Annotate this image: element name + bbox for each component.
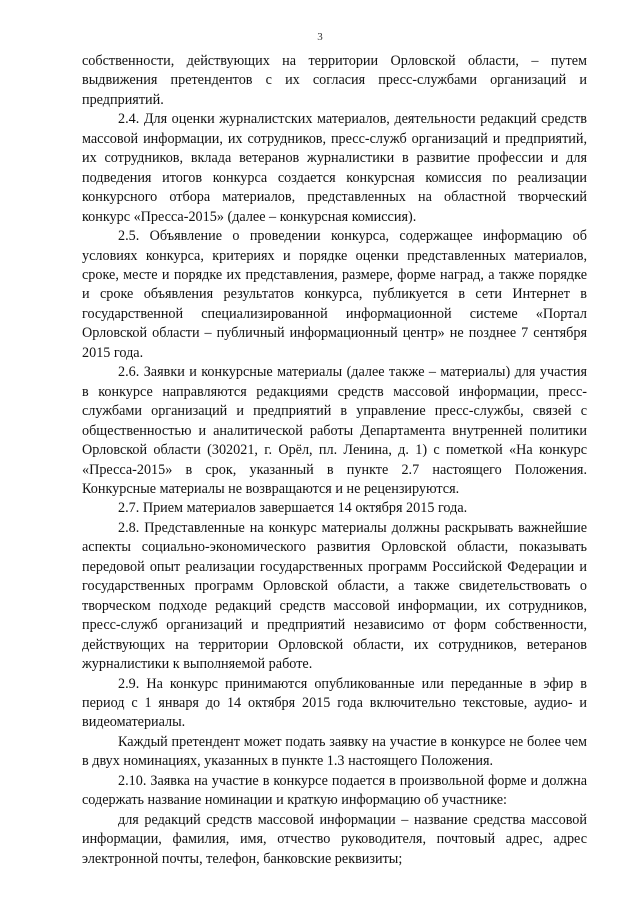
paragraph-2-6: 2.6. Заявки и конкурсные материалы (далее также – материалы) для участия в конкурсе направляются редакциями средств массовой информации, пресс-службами организаций и предприятий в управление пресс-службы, связей с общественностью и аналитической работы Департамента внутренней политики Орловской области (302021, г. Орёл, пл. Ленина, д. 1) с пометкой «На конкурс «Пресса-2015» в срок, указанный в пункте 2.7 настоящего Положения. Конкурсные материалы не возвращаются и не рецензируются. (82, 364, 587, 497)
paragraph-media-requisites: для редакций средств массовой информации – название средства массовой информации, фамилия, имя, отчество руководителя, почтовый адрес, адрес электронной почты, телефон, банковские реквизиты; (82, 811, 587, 867)
paragraph-2-5: 2.5. Объявление о проведении конкурса, содержащее информацию об условиях конкурса, критериях и порядке оценки представленных материалов, сроке, месте и порядке их представления, размере, форме наград, а также порядке и сроке объявления результатов конкурса, публикуется в сети Интернет в государственной специализированной информационной системе «Портал Орловской области – публичный информационный центр» не позднее 7 сентября 2015 года. (82, 228, 587, 361)
page-number: 3 (317, 31, 323, 43)
paragraph-ownership-continuation: собственности, действующих на территории Орловской области, – путем выдвижения претендентов с их согласия пресс-службами организаций и предприятий. (82, 53, 587, 108)
paragraph-2-8: 2.8. Представленные на конкурс материалы должны раскрывать важнейшие аспекты социально-экономического развития Орловской области, показывать передовой опыт реализации государственных программ Российской Федерации и государственных программ Орловской области, а также свидетельствовать о творческом подходе редакций средств массовой информации, их сотрудников, пресс-служб организаций и предприятий независимо от форм собственности, действующих на территории Орловской области, их сотрудников, ветеранов журналистики к выполняемой работе. (82, 519, 587, 673)
paragraph-2-7: 2.7. Прием материалов завершается 14 октября 2015 года. (118, 500, 468, 517)
paragraph-2-9: 2.9. На конкурс принимаются опубликованные или переданные в эфир в период с 1 января до 14 октября 2015 года включительно текстовые, аудио- и видеоматериалы. (82, 675, 587, 731)
document-body (82, 52, 587, 869)
paragraph-2-4: 2.4. Для оценки журналистских материалов, деятельности редакций средств массовой информации, их сотрудников, пресс-служб организаций и предприятий, их сотрудников, вклада ветеранов журналистики в развитие профессии и для подведения итогов конкурса создается конкурсная комиссия по реализации конкурсного отбора материалов, представленных на областной творческий конкурс «Пресса-2015» (далее – конкурсная комиссия). (82, 111, 587, 225)
paragraph-2-10: 2.10. Заявка на участие в конкурсе подается в произвольной форме и должна содержать название номинации и краткую информацию об участнике: (82, 772, 587, 809)
paragraph-nominations-limit: Каждый претендент может подать заявку на участие в конкурсе не более чем в двух номинациях, указанных в пункте 1.3 настоящего Положения. (82, 733, 587, 770)
